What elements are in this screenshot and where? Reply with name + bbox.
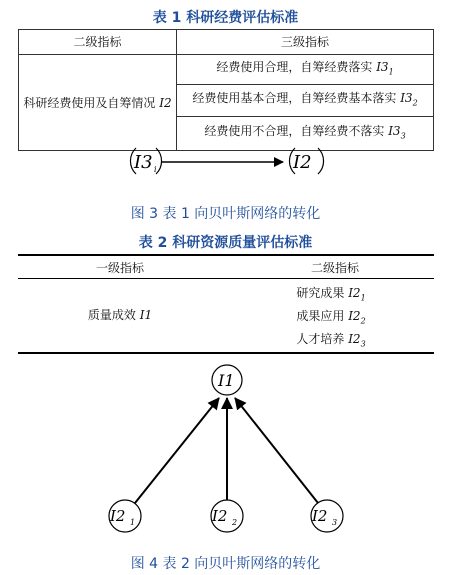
figure3-caption: 图 3 表 1 向贝叶斯网络的转化 bbox=[130, 206, 321, 222]
table1-col1-header: 二级指标 bbox=[19, 30, 177, 55]
figure4-caption: 图 4 表 2 向贝叶斯网络的转化 bbox=[130, 556, 321, 572]
table2-mid-rule bbox=[18, 278, 434, 279]
node-i1-label: I1 bbox=[218, 371, 235, 390]
node-i21-sub: 1 bbox=[130, 518, 136, 527]
edge-i23-to-i1 bbox=[235, 398, 318, 503]
table1-row-label-cell bbox=[19, 55, 177, 151]
table2-item-3: 人才培养 $I2_3$ bbox=[296, 332, 366, 349]
node-i3i-label: I3 bbox=[134, 152, 153, 173]
table2-col1-header: 一级指标 bbox=[95, 261, 144, 275]
node-i22-label: I2 bbox=[212, 507, 228, 525]
table2-row-label: 质量成效 I1 bbox=[87, 308, 153, 322]
figure4-diagram bbox=[0, 360, 451, 540]
table2-item-2: 成果应用 $I2_2$ bbox=[296, 309, 366, 326]
table2-title: 表 2 科研资源质量评估标准 bbox=[138, 235, 313, 251]
node-i2-label: I2 bbox=[293, 152, 312, 173]
table1-item-1: 经费使用合理，自筹经费落实 $I3_1$ bbox=[177, 55, 434, 85]
table1-item-3: 经费使用不合理，自筹经费不落实 $I3_3$ bbox=[177, 117, 434, 151]
node-i22-sub: 2 bbox=[232, 518, 238, 527]
table2-col2-header: 二级指标 bbox=[310, 261, 359, 275]
table1-item-2: 经费使用基本合理，自筹经费基本落实 $I3_2$ bbox=[177, 85, 434, 117]
edge-i21-to-i1 bbox=[135, 398, 219, 503]
table2-item-1: 研究成果 $I2_1$ bbox=[296, 286, 366, 303]
node-i2-right-arc bbox=[318, 148, 324, 174]
node-i23-sub: 3 bbox=[332, 518, 338, 527]
table1-title: 表 1 科研经费评估标准 bbox=[152, 10, 299, 26]
table1-row-label: 科研经费使用及自筹情况 bbox=[23, 95, 156, 110]
figure3-diagram bbox=[0, 140, 451, 190]
table2-top-rule bbox=[18, 254, 434, 256]
table1-col2-header: 三级指标 bbox=[177, 30, 434, 55]
node-i21-label: I2 bbox=[110, 507, 126, 525]
node-i23-label: I2 bbox=[312, 507, 328, 525]
table2-bottom-rule bbox=[18, 352, 434, 354]
table1-row-label-var: I2 bbox=[159, 95, 172, 110]
node-i3i-right-arc bbox=[156, 148, 162, 174]
node-i3i-sub: i bbox=[154, 165, 157, 174]
table1 bbox=[18, 29, 434, 151]
